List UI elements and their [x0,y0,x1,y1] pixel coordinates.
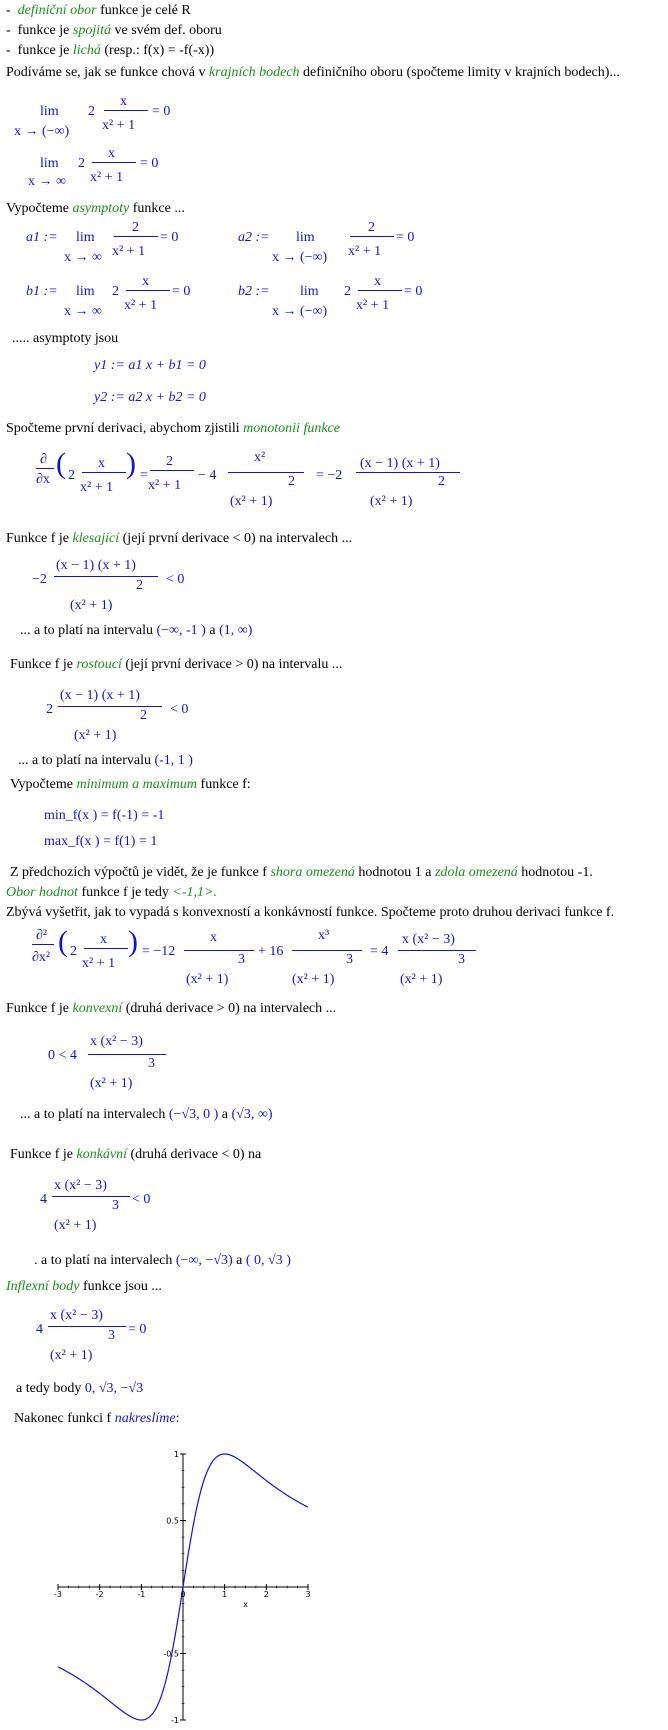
decreasing-answer: ... a to platí na intervalu (−∞, -1 ) a (1, ∞) [20,623,253,638]
derivative2-intro: Zbývá vyšetřit, jak to vypadá s konvexností a konkávností funkce. Spočteme proto druhou derivaci funkce f. [6,905,615,920]
y-tick-label: -1 [171,1716,179,1725]
plot-intro: Nakonec funkci f nakreslíme: [14,1411,180,1426]
asymptotes-intro: Vypočteme asymptoty funkce ... [6,201,185,216]
concave-answer: . a to platí na intervalech (−∞, −√3) a ( 0, √3 ) [34,1253,291,1268]
concave-intro: Funkce f je konkávní (druhá derivace < 0) na [10,1147,262,1162]
x-tick-label: 2 [263,1590,269,1599]
function-plot [0,1430,668,1730]
asymptotes-text: ..... asymptoty jsou [12,331,119,346]
y-tick-label: 1 [173,1450,179,1459]
derivative1-intro: Spočteme první derivaci, abychom zjistili monotonii funkce [6,421,340,436]
x-tick-label: -1 [137,1590,146,1599]
bullet-continuous: - funkce je spojitá ve svém def. oboru [6,23,222,38]
increasing-answer: ... a to platí na intervalu (-1, 1 ) [18,753,193,768]
x-tick-label: -2 [95,1590,104,1599]
bounded-text: Z předchozích výpočtů je vidět, že je funkce f shora omezená hodnotou 1 a zdola omezená hodnotou -1. [10,865,593,880]
asymptote-y1: y1 := a1 x + b1 = 0 [94,358,206,373]
term-domain: definiční obor [17,3,97,18]
bullet-domain: - definiční obor funkce je celé R [6,3,191,18]
x-tick-label: 0 [180,1590,186,1599]
bullet-odd: - funkce je lichá (resp.: f(x) = -f(-x)) [6,43,215,58]
asymptote-y2: y2 := a2 x + b2 = 0 [94,390,206,405]
y-tick-label: 0.5 [166,1516,179,1526]
increasing-intro: Funkce f je rostoucí (její první derivace > 0) na intervalu ... [10,657,343,672]
range-text: Obor hodnot funkce f je tedy <-1,1>. [6,885,217,900]
y-tick-label: -0.5 [163,1649,179,1659]
maximum-value: max_f(x ) = f(1) = 1 [44,834,158,849]
x-tick-label: -3 [54,1590,62,1599]
convex-answer: ... a to platí na intervalech (−√3, 0 ) a (√3, ∞) [20,1107,273,1122]
minimum-value: min_f(x ) = f(-1) = -1 [44,808,165,823]
x-tick-label: 1 [222,1590,228,1599]
extrema-intro: Vypočteme minimum a maximum funkce f: [10,777,251,792]
convex-intro: Funkce f je konvexní (druhá derivace > 0) na intervalech ... [6,1001,337,1016]
x-axis-label: x [243,1600,248,1609]
inflex-intro: Inflexní body funkce jsou ... [6,1279,162,1294]
x-tick-label: 3 [305,1590,311,1599]
inflex-answer: a tedy body 0, √3, −√3 [16,1381,144,1396]
limits-intro: Podíváme se, jak se funkce chová v krajních bodech definičního oboru (spočteme limity v krajních bodech)... [6,65,620,80]
decreasing-intro: Funkce f je klesající (její první derivace < 0) na intervalech ... [6,531,353,546]
